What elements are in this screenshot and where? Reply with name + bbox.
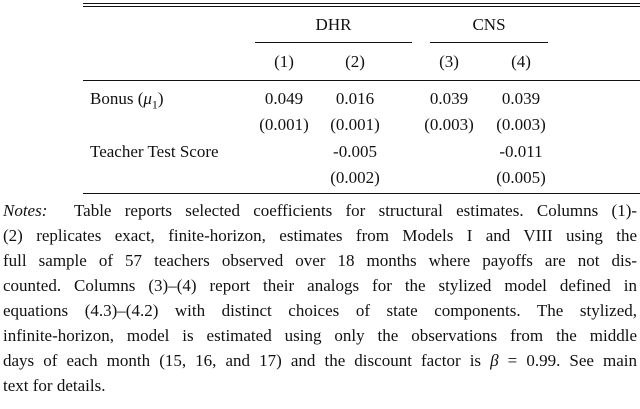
group-header-dhr: DHR [315,15,352,34]
bonus-se-3: (0.003) [424,115,474,134]
group-rule-dhr [255,42,412,43]
table-bottom-rule [83,193,640,194]
bonus-estimate-3: 0.039 [429,89,469,108]
table-top-rule-inner [83,6,640,7]
bonus-se-2: (0.001) [330,115,380,134]
mu-subscript: 1 [151,97,158,112]
row-label-bonus: Bonus $(\mu_1)$ [90,89,164,112]
column-header-3: (3) [439,52,459,71]
row-label-teacher-test-score: Teacher Test Score [90,142,219,161]
notes-line-1: Notes: Table reports selected coefficients for structural estimates. Columns (1)- [3,201,638,220]
column-header-1: (1) [274,52,294,71]
column-header-2: (2) [345,52,365,71]
mu-symbol: μ [143,89,152,108]
notes-line-7: days of each month (15, 16, and 17) and the discount factor is β = 0.99. See main [3,351,638,370]
bonus-se-4: (0.003) [496,115,546,134]
table-mid-rule [83,80,640,81]
score-estimate-4: -0.011 [499,142,543,161]
score-estimate-2: -0.005 [333,142,377,161]
group-rule-cns [430,42,548,43]
notes-line-8: text for details. [3,376,106,395]
notes-line-4: counted. Columns (3)–(4) report their analogs for the stylized model defined in [3,276,637,295]
score-se-2: (0.002) [330,168,380,187]
table-top-rule [83,3,640,4]
bonus-estimate-4: 0.039 [501,89,541,108]
notes-line-6: infinite-horizon, model is estimated using only the observations from the middle [3,326,637,345]
bonus-estimate-2: 0.016 [335,89,375,108]
notes-line-2: (2) replicates exact, finite-horizon, estimates from Models I and VIII using the [3,226,637,245]
bonus-estimate-1: 0.049 [264,89,304,108]
table-notes [3,198,637,398]
beta-symbol: β [490,351,499,370]
score-se-4: (0.005) [496,168,546,187]
notes-line-3: full sample of 57 teachers observed over 18 months where payoffs are not dis- [3,251,637,270]
notes-line-5: equations (4.3)–(4.2) with distinct choices of state components. The stylized, [3,301,637,320]
column-header-4: (4) [511,52,531,71]
bonus-se-1: (0.001) [259,115,309,134]
group-header-cns: CNS [472,15,506,34]
notes-label: Notes: [3,201,48,220]
